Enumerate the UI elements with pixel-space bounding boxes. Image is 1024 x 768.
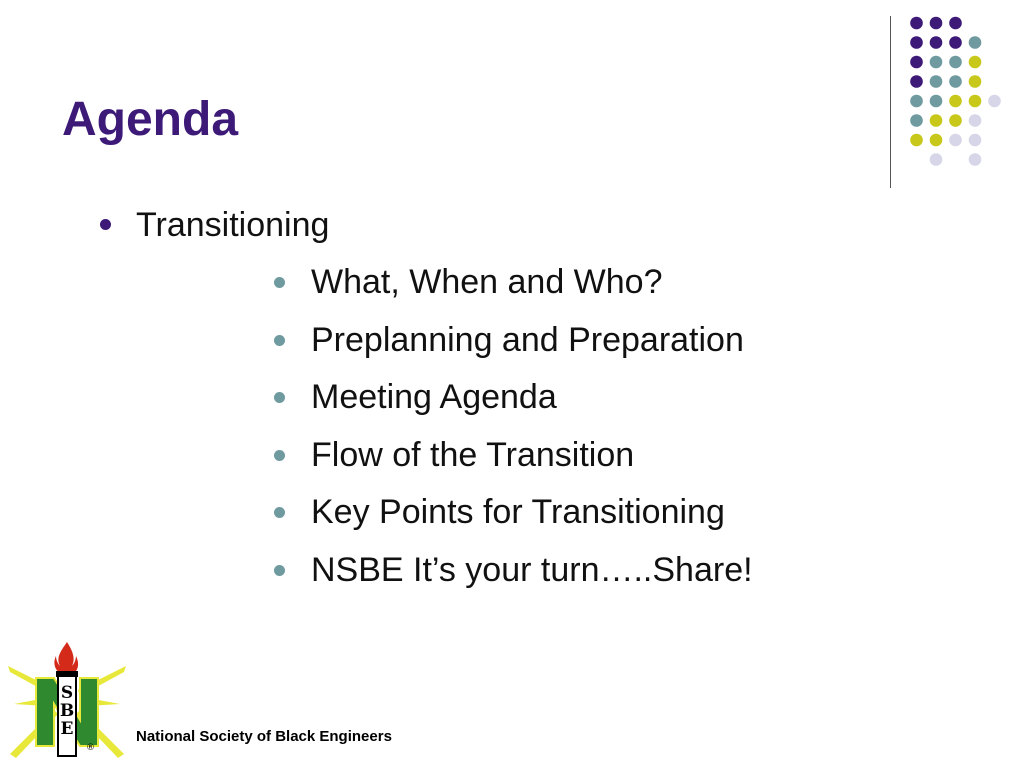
logo-torch-cup [56,671,78,677]
sub-bullet-item [136,369,753,427]
sub-bullet-text: NSBE It’s your turn…..Share! [311,550,753,589]
sub-bullet-item [136,484,753,542]
footer-org-name: National Society of Black Engineers [136,728,392,745]
decorative-dot [969,153,982,166]
logo-flame-shape [54,642,78,674]
sub-bullet-dot-icon [274,392,285,403]
sub-bullet-item [136,312,753,370]
sub-bullet-text: Preplanning and Preparation [311,320,744,359]
decorative-dot [930,75,943,88]
decorative-dot [949,95,962,108]
decorative-dot [969,134,982,147]
decorative-dot [949,75,962,88]
decorative-dot [910,56,923,69]
decorative-dot [910,75,923,88]
logo-letter-b: B [59,701,75,721]
decorative-dot [910,17,923,30]
sub-bullet-dot-icon [274,507,285,518]
decorative-dot [988,95,1001,108]
logo-registered-mark: ® [86,743,95,753]
decorative-dot [949,134,962,147]
decorative-dot [910,134,923,147]
sub-bullet-item [136,427,753,485]
sub-bullet-text: Key Points for Transitioning [311,493,725,532]
bullet-text: Transitioning [136,206,330,244]
sub-bullet-dot-icon [274,277,285,288]
decorative-dot [969,114,982,127]
sub-bullet-dot-icon [274,335,285,346]
bullet-list [0,196,753,600]
decorative-dot [949,114,962,127]
sub-bullet-text: What, When and Who? [311,263,663,301]
nsbe-logo-icon [6,638,128,760]
decorative-dot [910,36,923,49]
logo-letter-s: S [60,683,74,703]
decorative-dot [910,95,923,108]
slide-title: Agenda [62,93,239,146]
decorative-dot [969,56,982,69]
decorative-dot [969,36,982,49]
decorative-dot [930,95,943,108]
sub-bullet-dot-icon [274,450,285,461]
decorative-dot [930,56,943,69]
decorative-dot [949,56,962,69]
decorative-dot [930,36,943,49]
decorative-dot [930,17,943,30]
decorative-dot [910,114,923,127]
decorative-dot [930,134,943,147]
decorative-dot [930,114,943,127]
sub-bullet-text: Meeting Agenda [311,378,557,417]
decorative-dot [930,153,943,166]
logo-letter-e: E [60,719,74,739]
decorative-dot-grid-icon [905,10,1015,170]
sub-bullet-dot-icon [274,565,285,576]
decorative-dot [969,75,982,88]
bullet-dot-icon [100,219,111,230]
decorative-dot [969,95,982,108]
sub-bullet-item [136,542,753,600]
decorative-dot [949,36,962,49]
bullet-item [0,196,753,600]
title-divider [890,16,891,188]
sub-bullet-text: Flow of the Transition [311,435,635,474]
sub-bullet-list [136,254,753,600]
decorative-dot [949,17,962,30]
sub-bullet-item [136,254,753,312]
